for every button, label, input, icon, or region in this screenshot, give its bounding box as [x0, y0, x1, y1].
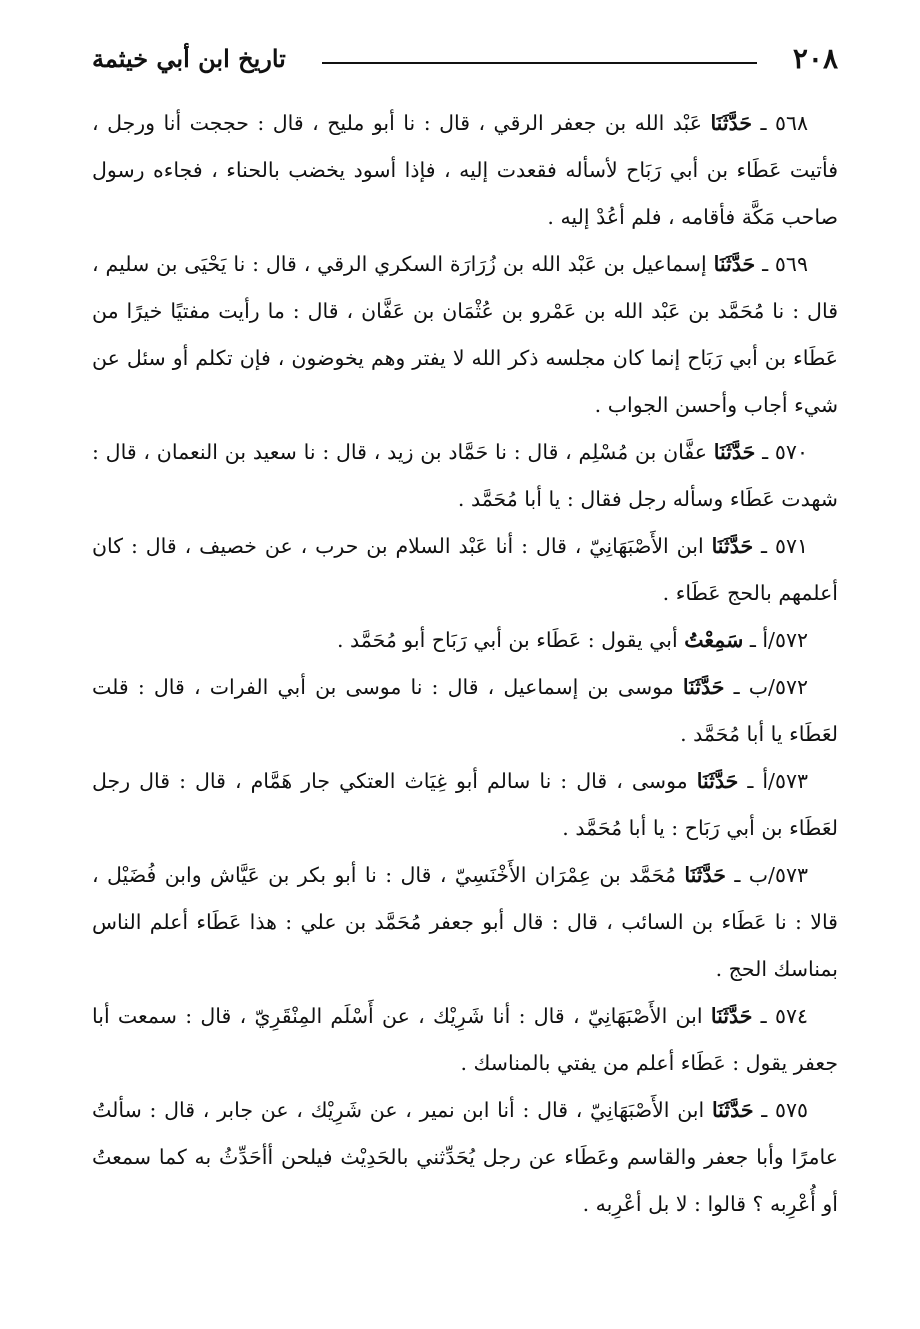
entry-text: ابن الأَصْبَهَانِيّ ، قال : أنا عَبْد السلام بن حرب ، عن خصيف ، قال : كان أعلمهم بالحج عَطَاء .: [92, 534, 838, 605]
entry-571: [92, 523, 838, 617]
entry-keyword: حَدَّثَنَا: [710, 111, 753, 135]
page-header: [92, 38, 838, 78]
entry-keyword: حَدَّثَنَا: [696, 769, 739, 793]
entry-text: عَبْد الله بن جعفر الرقي ، قال : نا أبو مليح ، قال : حججت أنا ورجل ، فأتيت عَطَاء بن أبي رَبَاح لأسأله فقعدت إليه ، فإذا أسود يخضب بالحناء ، فجاءه رسول صاحب مَكَّة فأقامه ، فلم أعُدْ إليه .: [92, 111, 838, 229]
entry-number: ٥٧٣/أ ـ: [747, 769, 808, 793]
entry-number: ٥٧٢/ب ـ: [733, 675, 808, 699]
entry-569: [92, 241, 838, 429]
page-body: [92, 100, 838, 1228]
entry-574: [92, 993, 838, 1087]
entry-text: ابن الأَصْبَهَانِيّ ، قال : أنا شَرِيْك ، عن أَسْلَم المِنْقَرِيّ ، قال : سمعت أبا جعفر يقول : عَطَاء أعلم من يفتي بالمناسك .: [92, 1004, 838, 1075]
page-number: ٢٠٨: [792, 41, 838, 75]
entry-text: موسى ، قال : نا سالم أبو غِيَاث العتكي جار هَمَّام ، قال : قال رجل لعَطَاء بن أبي رَبَاح : يا أبا مُحَمَّد .: [92, 769, 838, 840]
entry-572a: [92, 617, 838, 664]
entry-number: ٥٧٤ ـ: [760, 1004, 808, 1028]
entry-570: [92, 429, 838, 523]
entry-text: ابن الأَصْبَهَانِيّ ، قال : أنا ابن نمير ، عن شَرِيْك ، عن جابر ، قال : سألتُ عامرًا وأبا جعفر والقاسم وعَطَاء عن رجل يُحَدِّثني بالحَدِيْث فيلحن أأحَدِّثُ به كما سمعتُ أو أُعْرِبه ؟ قالوا : لا بل أعْرِبه .: [92, 1098, 838, 1216]
entry-number: ٥٧٠ ـ: [762, 440, 808, 464]
entry-keyword: حَدَّثَنَا: [684, 863, 726, 887]
entry-575: [92, 1087, 838, 1228]
entry-number: ٥٧٥ ـ: [761, 1098, 808, 1122]
entry-573a: [92, 758, 838, 852]
entry-568: [92, 100, 838, 241]
entry-keyword: حَدَّثَنَا: [711, 1098, 754, 1122]
entry-number: ٥٧١ ـ: [761, 534, 808, 558]
entry-text: عفَّان بن مُسْلِم ، قال : نا حَمَّاد بن زيد ، قال : نا سعيد بن النعمان ، قال : شهدت عَطَاء وسأله رجل فقال : يا أبا مُحَمَّد .: [92, 440, 838, 511]
entry-573b: [92, 852, 838, 993]
entry-keyword: سَمِعْتُ: [684, 628, 744, 652]
entry-text: إسماعيل بن عَبْد الله بن زُرَارَة السكري الرقي ، قال : نا يَحْيَى بن سليم ، قال : نا مُحَمَّد بن عَبْد الله بن عَمْرو بن عُثْمَان بن عَفَّان ، قال : ما رأيت مفتيًا خيرًا من عَطَاء بن أبي رَبَاح إنما كان مجلسه ذكر الله لا يفتر وهم يخوضون ، فإن تكلم أو سئل عن شيء أجاب وأحسن الجواب .: [92, 252, 838, 417]
entry-keyword: حَدَّثَنَا: [713, 252, 756, 276]
entry-keyword: حَدَّثَنَا: [682, 675, 725, 699]
entry-keyword: حَدَّثَنَا: [713, 440, 756, 464]
entry-number: ٥٧٣/ب ـ: [734, 863, 808, 887]
running-title: تاريخ ابن أبي خيثمة: [92, 43, 286, 73]
entry-text: مُحَمَّد بن عِمْرَان الأَخْنَسِيّ ، قال : نا أبو بكر بن عَيَّاش وابن فُضَيْل ، قالا : نا عَطَاء بن السائب ، قال : قال أبو جعفر مُحَمَّد بن علي : هذا عَطَاء أعلم الناس بمناسك الحج .: [92, 863, 838, 981]
entry-number: ٥٦٩ ـ: [762, 252, 808, 276]
header-rule: [322, 62, 757, 64]
entry-text: موسى بن إسماعيل ، قال : نا موسى بن أبي الفرات ، قال : قلت لعَطَاء يا أبا مُحَمَّد .: [92, 675, 838, 746]
entry-number: ٥٦٨ ـ: [760, 111, 808, 135]
entry-keyword: حَدَّثَنَا: [710, 1004, 753, 1028]
entry-572b: [92, 664, 838, 758]
entry-keyword: حَدَّثَنَا: [711, 534, 754, 558]
entry-number: ٥٧٢/أ ـ: [749, 628, 808, 652]
entry-text: أبي يقول : عَطَاء بن أبي رَبَاح أبو مُحَمَّد .: [336, 628, 678, 652]
